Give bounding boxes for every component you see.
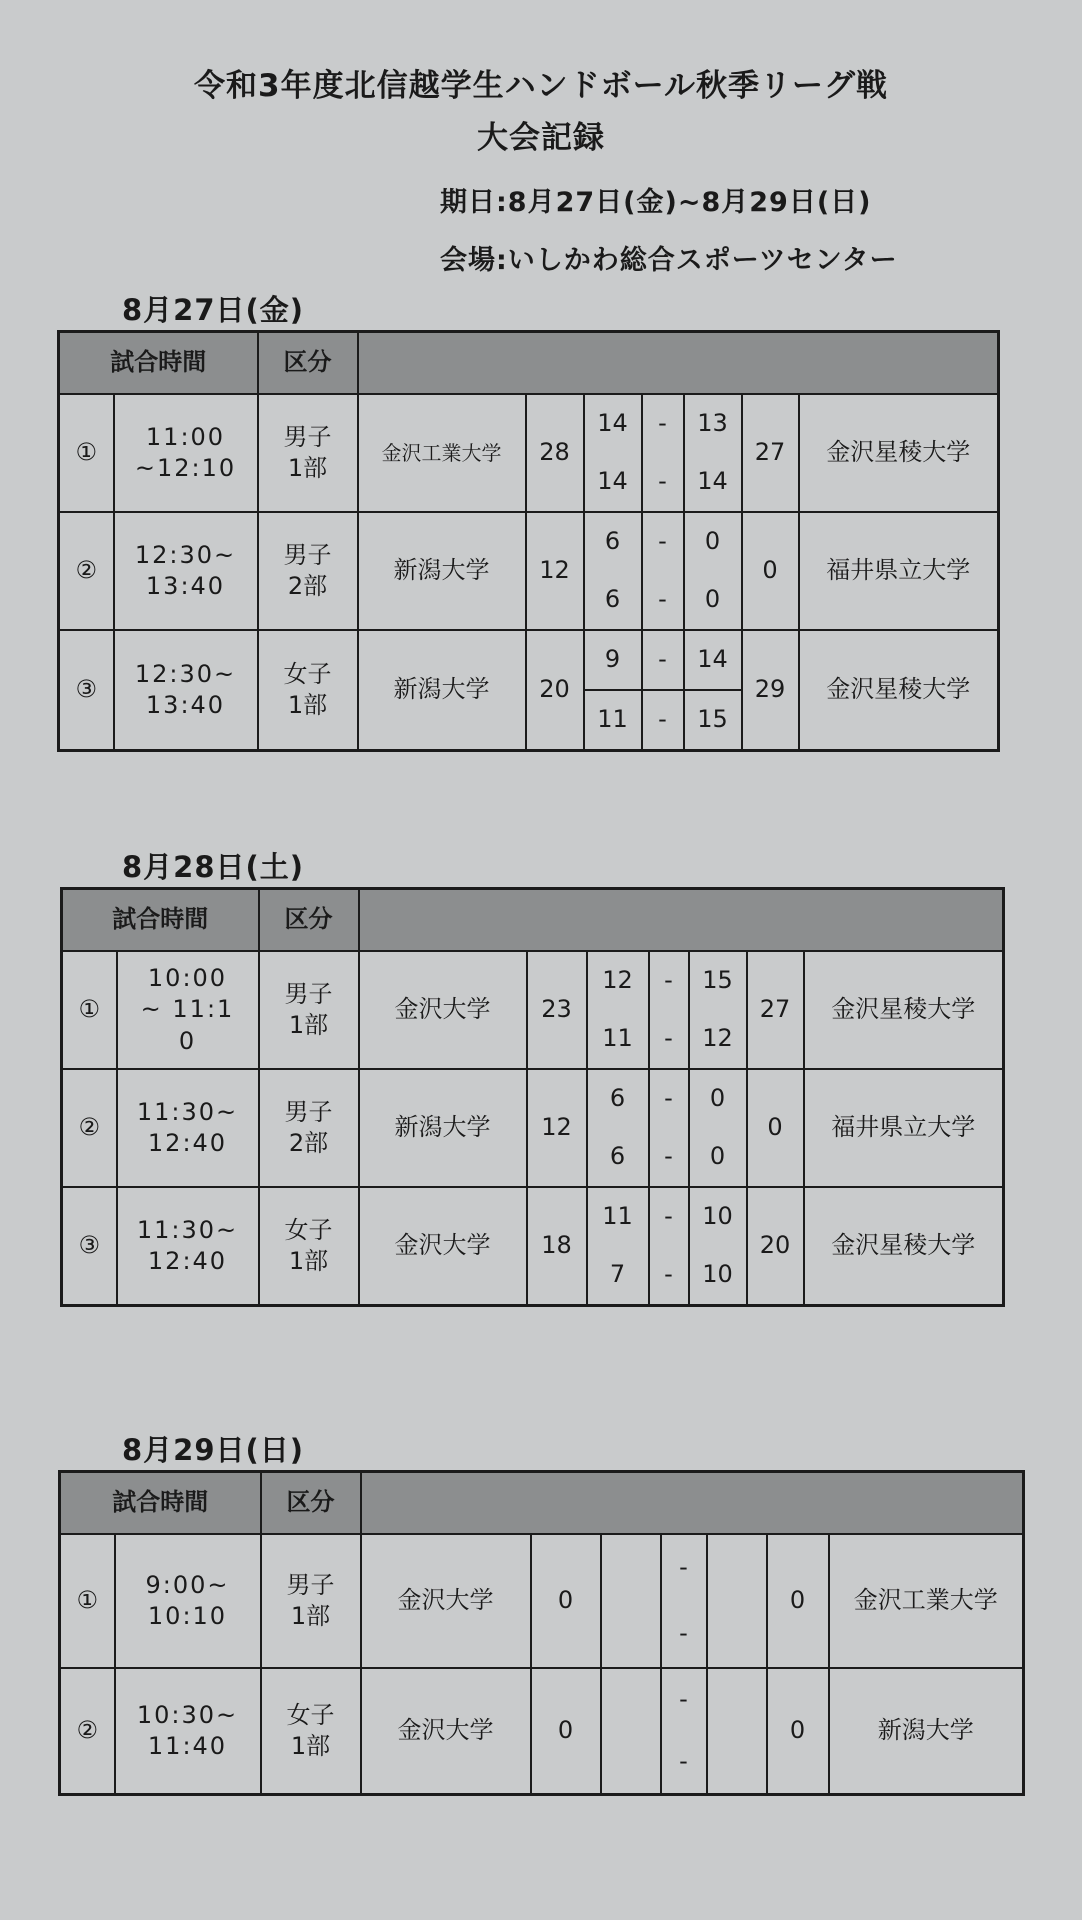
day-1-date: 8月27日(金) <box>122 293 305 327</box>
match-number: ③ <box>59 630 114 751</box>
match-number: ② <box>60 1668 115 1795</box>
team-right: 金沢工業大学 <box>829 1534 1024 1668</box>
document-subtitle: 大会記録 <box>477 120 605 156</box>
score-left: 20 <box>526 630 584 751</box>
score-dash: - <box>649 1128 689 1187</box>
team-right: 福井県立大学 <box>804 1069 1004 1187</box>
match-time: 11:30~ 12:40 <box>117 1069 259 1187</box>
match-division: 男子 1部 <box>259 951 359 1069</box>
score-right: 0 <box>767 1534 829 1668</box>
team-right: 新潟大学 <box>829 1668 1024 1795</box>
header-time: 試合時間 <box>59 332 258 395</box>
first-half-left: 11 <box>587 1187 649 1246</box>
team-left: 金沢大学 <box>361 1668 531 1795</box>
match-division: 男子 1部 <box>258 394 358 512</box>
match-time: 12:30~ 13:40 <box>114 512 258 630</box>
team-right: 金沢星稜大学 <box>799 394 999 512</box>
day-2-date: 8月28日(土) <box>122 850 305 884</box>
score-dash: - <box>649 1010 689 1069</box>
table-row <box>60 1534 1024 1601</box>
score-right: 0 <box>767 1668 829 1795</box>
table-row <box>62 1187 1004 1246</box>
score-dash: - <box>661 1731 707 1795</box>
score-dash: - <box>642 571 684 630</box>
score-dash: - <box>661 1534 707 1601</box>
table-row <box>62 1069 1004 1128</box>
header-division: 区分 <box>261 1472 361 1535</box>
score-right: 27 <box>747 951 804 1069</box>
score-dash: - <box>649 1246 689 1306</box>
score-dash: - <box>649 1069 689 1128</box>
table-header-row <box>60 1472 1024 1535</box>
header-division: 区分 <box>258 332 358 395</box>
team-right: 金沢星稜大学 <box>799 630 999 751</box>
score-dash: - <box>642 453 684 512</box>
header-division: 区分 <box>259 889 359 952</box>
match-division: 女子 1部 <box>261 1668 361 1795</box>
first-half-left: 14 <box>584 394 642 453</box>
day-3-date: 8月29日(日) <box>122 1433 305 1467</box>
match-number: ① <box>60 1534 115 1668</box>
match-number: ③ <box>62 1187 117 1306</box>
team-right: 金沢星稜大学 <box>804 951 1004 1069</box>
event-venue: 会場:いしかわ総合スポーツセンター <box>440 245 898 276</box>
table-row <box>59 394 999 453</box>
first-half-left: 6 <box>584 512 642 571</box>
second-half-right <box>707 1731 767 1795</box>
score-left: 28 <box>526 394 584 512</box>
team-right: 金沢星稜大学 <box>804 1187 1004 1306</box>
team-left: 新潟大学 <box>358 630 526 751</box>
match-division: 女子 1部 <box>259 1187 359 1306</box>
second-half-left <box>601 1601 661 1668</box>
team-right: 福井県立大学 <box>799 512 999 630</box>
match-time: 11:30~ 12:40 <box>117 1187 259 1306</box>
first-half-left: 9 <box>584 630 642 690</box>
first-half-right: 13 <box>684 394 742 453</box>
first-half-right: 15 <box>689 951 747 1010</box>
match-number: ① <box>62 951 117 1069</box>
second-half-left <box>601 1731 661 1795</box>
day-2-schedule-table <box>60 887 1005 1307</box>
match-division: 男子 2部 <box>258 512 358 630</box>
match-time: 11:00 ~12:10 <box>114 394 258 512</box>
first-half-right: 0 <box>689 1069 747 1128</box>
second-half-left: 14 <box>584 453 642 512</box>
score-dash: - <box>642 394 684 453</box>
second-half-left: 6 <box>584 571 642 630</box>
match-division: 男子 1部 <box>261 1534 361 1668</box>
day-3-schedule-table <box>58 1470 1025 1796</box>
first-half-left: 12 <box>587 951 649 1010</box>
first-half-right <box>707 1534 767 1601</box>
score-dash: - <box>642 690 684 751</box>
match-time: 10:30~ 11:40 <box>115 1668 261 1795</box>
document-title: 令和3年度北信越学生ハンドボール秋季リーグ戦 <box>194 68 888 104</box>
score-left: 18 <box>527 1187 587 1306</box>
team-left: 新潟大学 <box>359 1069 527 1187</box>
first-half-right <box>707 1668 767 1731</box>
score-dash: - <box>661 1668 707 1731</box>
header-blank <box>359 889 1004 952</box>
match-number: ① <box>59 394 114 512</box>
second-half-left: 6 <box>587 1128 649 1187</box>
header-blank <box>358 332 999 395</box>
match-number: ② <box>62 1069 117 1187</box>
score-right: 29 <box>742 630 799 751</box>
score-left: 0 <box>531 1534 601 1668</box>
first-half-right: 10 <box>689 1187 747 1246</box>
match-time: 12:30~ 13:40 <box>114 630 258 751</box>
score-dash: - <box>642 512 684 571</box>
score-left: 12 <box>527 1069 587 1187</box>
header-time: 試合時間 <box>60 1472 261 1535</box>
team-left: 金沢大学 <box>361 1534 531 1668</box>
score-right: 27 <box>742 394 799 512</box>
second-half-right: 14 <box>684 453 742 512</box>
second-half-right: 10 <box>689 1246 747 1306</box>
second-half-right: 12 <box>689 1010 747 1069</box>
first-half-left <box>601 1534 661 1601</box>
second-half-right: 0 <box>684 571 742 630</box>
table-row <box>59 512 999 571</box>
second-half-left: 11 <box>587 1010 649 1069</box>
score-dash: - <box>661 1601 707 1668</box>
score-right: 0 <box>747 1069 804 1187</box>
score-dash: - <box>649 951 689 1010</box>
day-1-schedule-table <box>57 330 1000 752</box>
match-division: 男子 2部 <box>259 1069 359 1187</box>
score-left: 0 <box>531 1668 601 1795</box>
second-half-left: 7 <box>587 1246 649 1306</box>
score-left: 12 <box>526 512 584 630</box>
second-half-right <box>707 1601 767 1668</box>
score-dash: - <box>642 630 684 690</box>
score-right: 0 <box>742 512 799 630</box>
second-half-right: 0 <box>689 1128 747 1187</box>
second-half-right: 15 <box>684 690 742 751</box>
match-time: 9:00~ 10:10 <box>115 1534 261 1668</box>
second-half-left: 11 <box>584 690 642 751</box>
score-left: 23 <box>527 951 587 1069</box>
match-division: 女子 1部 <box>258 630 358 751</box>
score-right: 20 <box>747 1187 804 1306</box>
match-number: ② <box>59 512 114 630</box>
match-time: 10:00 ~ 11:1 0 <box>117 951 259 1069</box>
table-header-row <box>62 889 1004 952</box>
table-row <box>60 1668 1024 1731</box>
team-left: 金沢大学 <box>359 1187 527 1306</box>
team-left: 金沢工業大学 <box>358 394 526 512</box>
table-header-row <box>59 332 999 395</box>
header-blank <box>361 1472 1024 1535</box>
team-left: 新潟大学 <box>358 512 526 630</box>
first-half-right: 14 <box>684 630 742 690</box>
first-half-left: 6 <box>587 1069 649 1128</box>
first-half-right: 0 <box>684 512 742 571</box>
team-left: 金沢大学 <box>359 951 527 1069</box>
header-time: 試合時間 <box>62 889 259 952</box>
table-row <box>62 951 1004 1010</box>
first-half-left <box>601 1668 661 1731</box>
score-dash: - <box>649 1187 689 1246</box>
table-row <box>59 630 999 690</box>
event-period: 期日:8月27日(金)~8月29日(日) <box>440 187 872 218</box>
